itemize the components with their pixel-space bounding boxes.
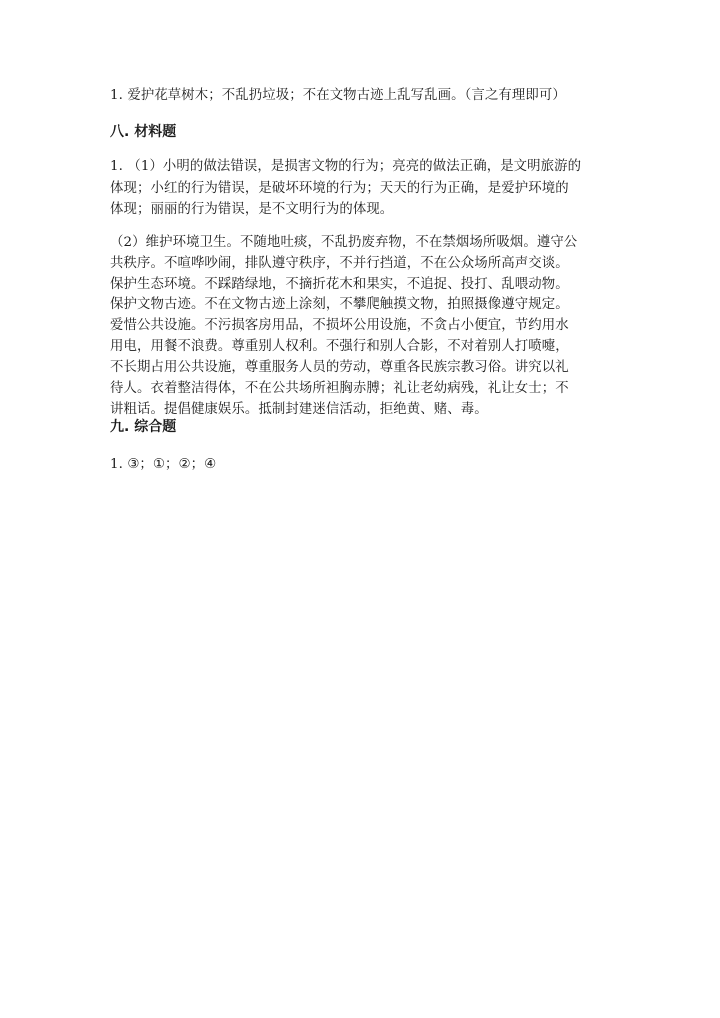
answer-8-2-line: （2）维护环境卫生。不随地吐痰，不乱扔废弃物，不在禁烟场所吸烟。遵守公 [110, 235, 578, 250]
answer-8-2-line: 待人。衣着整洁得体，不在公共场所袒胸赤膊；礼让老幼病残，礼让女士；不 [110, 381, 569, 396]
answer-8-2-line: 保护文物古迹。不在文物古迹上涂刻，不攀爬触摸文物，拍照摄像遵守规定。 [110, 297, 569, 312]
answer-8-2-line: 不长期占用公共设施，尊重服务人员的劳动，尊重各民族宗教习俗。讲究以礼 [110, 360, 569, 375]
answer-8-2-line: 用电，用餐不浪费。尊重别人权利。不强行和别人合影，不对着别人打喷嚏， [110, 339, 569, 354]
section-9-heading: 九. 综合题 [110, 419, 177, 435]
answer-8-2-line: 保护生态环境。不踩踏绿地，不摘折花木和果实，不追捉、投打、乱喂动物。 [110, 277, 569, 292]
answer-7-1: 1. 爱护花草树木；不乱扔垃圾；不在文物古迹上乱写乱画。（言之有理即可） [110, 88, 566, 103]
answer-8-1-line: 1. （1）小明的做法错误，是损害文物的行为；亮亮的做法正确，是文明旅游的 [110, 159, 582, 174]
answer-9-1: 1. ③；①；②；④ [110, 457, 217, 472]
answer-8-2-line: 爱惜公共设施。不污损客房用品，不损坏公用设施，不贪占小便宜，节约用水 [110, 318, 569, 333]
answer-8-2-line: 讲粗话。提倡健康娱乐。抵制封建迷信活动，拒绝黄、赌、毒。 [110, 402, 488, 417]
answer-8-2-line: 共秩序。不喧哗吵闹，排队遵守秩序，不并行挡道，不在公众场所高声交谈。 [110, 256, 569, 271]
answer-8-1-line: 体现；小红的行为错误，是破坏环境的行为；天天的行为正确，是爱护环境的 [110, 181, 569, 196]
section-8-heading: 八. 材料题 [110, 124, 177, 140]
answer-8-1-line: 体现；丽丽的行为错误，是不文明行为的体现。 [110, 202, 394, 217]
